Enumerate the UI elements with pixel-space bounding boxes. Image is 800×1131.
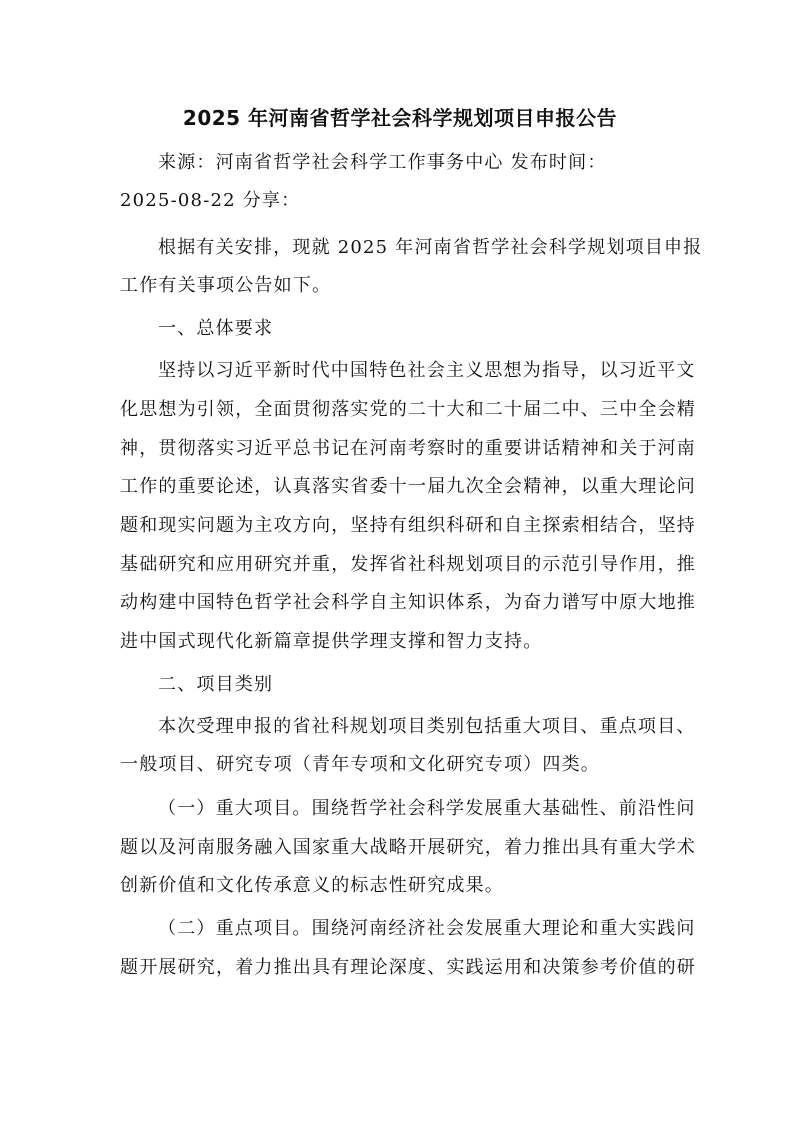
paragraph-line: 创新价值和文化传承意义的标志性研究成果。 — [120, 875, 504, 896]
paragraph-line: 进中国式现代化新篇章提供学理支撑和智力支持。 — [120, 631, 543, 652]
paragraph-line: 工作的重要论述，认真落实省委十一届九次全会精神，以重大理论问 — [120, 476, 696, 497]
paragraph-line: 题以及河南服务融入国家重大战略开展研究，着力推出具有重大学术 — [120, 837, 696, 858]
publish-date-line: 2025-08-22 分享： — [120, 190, 301, 211]
paragraph-line: 题开展研究，着力推出具有理论深度、实践运用和决策参考价值的研 — [120, 957, 696, 978]
paragraph-line: 动构建中国特色哲学社会科学自主知识体系，为奋力谱写中原大地推 — [120, 592, 696, 613]
paragraph-line: 坚持以习近平新时代中国特色社会主义思想为指导，以习近平文 — [158, 360, 696, 381]
source-line: 来源：河南省哲学社会科学工作事务中心 发布时间： — [158, 152, 607, 173]
paragraph-line: 一般项目、研究专项（青年专项和文化研究专项）四类。 — [120, 754, 600, 775]
paragraph-line: 化思想为引领，全面贯彻落实党的二十大和二十届二中、三中全会精 — [120, 399, 696, 420]
intro-line: 工作有关事项公告如下。 — [120, 275, 332, 296]
section-heading: 二、项目类别 — [158, 674, 274, 695]
document-title: 2025 年河南省哲学社会科学规划项目申报公告 — [182, 106, 618, 130]
section-heading: 一、总体要求 — [158, 318, 274, 339]
paragraph-line: （一）重大项目。围绕哲学社会科学发展重大基础性、前沿性问 — [158, 798, 696, 819]
paragraph-line: 题和现实问题为主攻方向，坚持有组织科研和自主探索相结合，坚持 — [120, 515, 696, 536]
paragraph-line: 基础研究和应用研究并重，发挥省社科规划项目的示范引导作用，推 — [120, 554, 696, 575]
intro-line: 根据有关安排，现就 2025 年河南省哲学社会科学规划项目申报 — [158, 237, 703, 258]
paragraph-line: 神，贯彻落实习近平总书记在河南考察时的重要讲话精神和关于河南 — [120, 438, 696, 459]
paragraph-line: 本次受理申报的省社科规划项目类别包括重大项目、重点项目、 — [158, 716, 696, 737]
paragraph-line: （二）重点项目。围绕河南经济社会发展重大理论和重大实践问 — [158, 918, 696, 939]
